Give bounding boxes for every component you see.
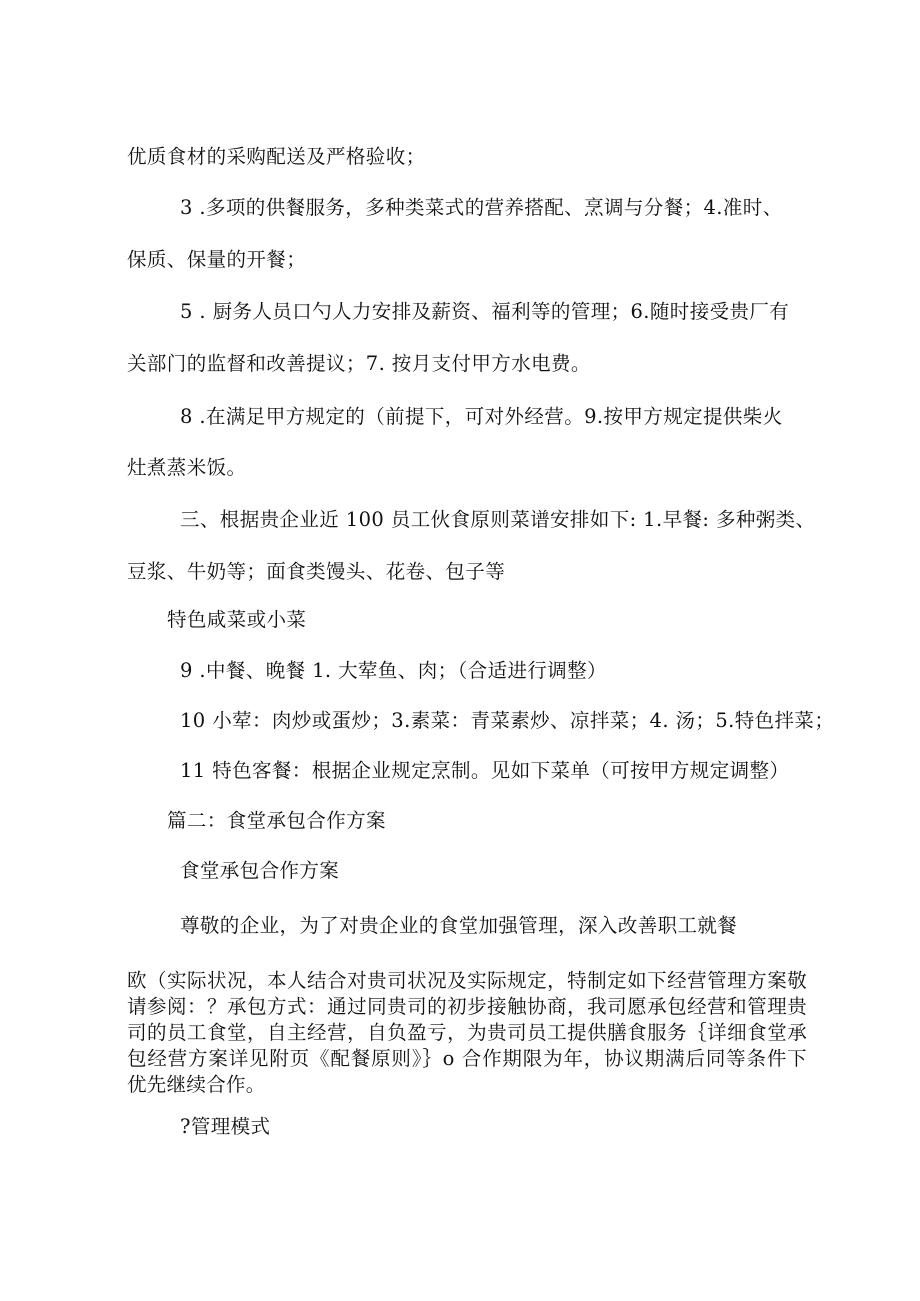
text-line-4: 5 . 厨务人员口勺人力安排及薪资、福利等的管理；6.随时接受贵厂有	[180, 300, 790, 323]
text-line-7: 灶煮蒸米饭。	[127, 456, 247, 479]
text-line-16: 尊敬的企业，为了对贵企业的食堂加强管理，深入改善职工就餐	[180, 914, 738, 937]
body-paragraph: 欧（实际状况，本人结合对贵司状况及实际规定，特制定如下经营管理方案敬请参阅：？承包方式：通过同贵司的初步接触协商，我司愿承包经营和管理贵司的员工食堂，自主经营，自负盈亏，为贵司员工提供膳食服务｛详细食堂承包经营方案详见附页《配餐原则》｝o 合作期限为年，协议期满后同等条件下优先继续合作。	[127, 969, 807, 1096]
text-line-5: 关部门的监督和改善提议；7. 按月支付甲方水电费。	[127, 352, 591, 375]
text-line-11: 9 .中餐、晚餐 1. 大荤鱼、肉；（合适进行调整）	[180, 659, 607, 682]
doc-title: 食堂承包合作方案	[180, 859, 340, 882]
section-heading: 篇二：食堂承包合作方案	[167, 809, 386, 832]
text-line-8: 三、根据贵企业近 100 员工伙食原则菜谱安排如下: 1.早餐: 多种粥类、	[180, 508, 816, 531]
subheading-management-mode: ?管理模式	[180, 1115, 271, 1138]
text-line-2: 3 .多项的供餐服务，多种类菜式的营养搭配、烹调与分餐；4.准时、	[180, 196, 783, 219]
text-line-3: 保质、保量的开餐；	[127, 248, 307, 271]
text-line-12: 10 小荤：肉炒或蛋炒；3.素菜：青菜素炒、凉拌菜；4. 汤；5.特色拌菜；	[180, 709, 835, 732]
text-line-13: 11 特色客餐：根据企业规定烹制。见如下菜单（可按甲方规定调整）	[180, 759, 790, 782]
text-line-9: 豆浆、牛奶等；面食类馒头、花卷、包子等	[127, 560, 506, 583]
text-line-1: 优质食材的采购配送及严格验收；	[127, 145, 426, 168]
text-line-6: 8 .在满足甲方规定的（前提下，可对外经营。9.按甲方规定提供柴火	[180, 405, 783, 428]
text-line-10: 特色咸菜或小菜	[167, 608, 307, 631]
